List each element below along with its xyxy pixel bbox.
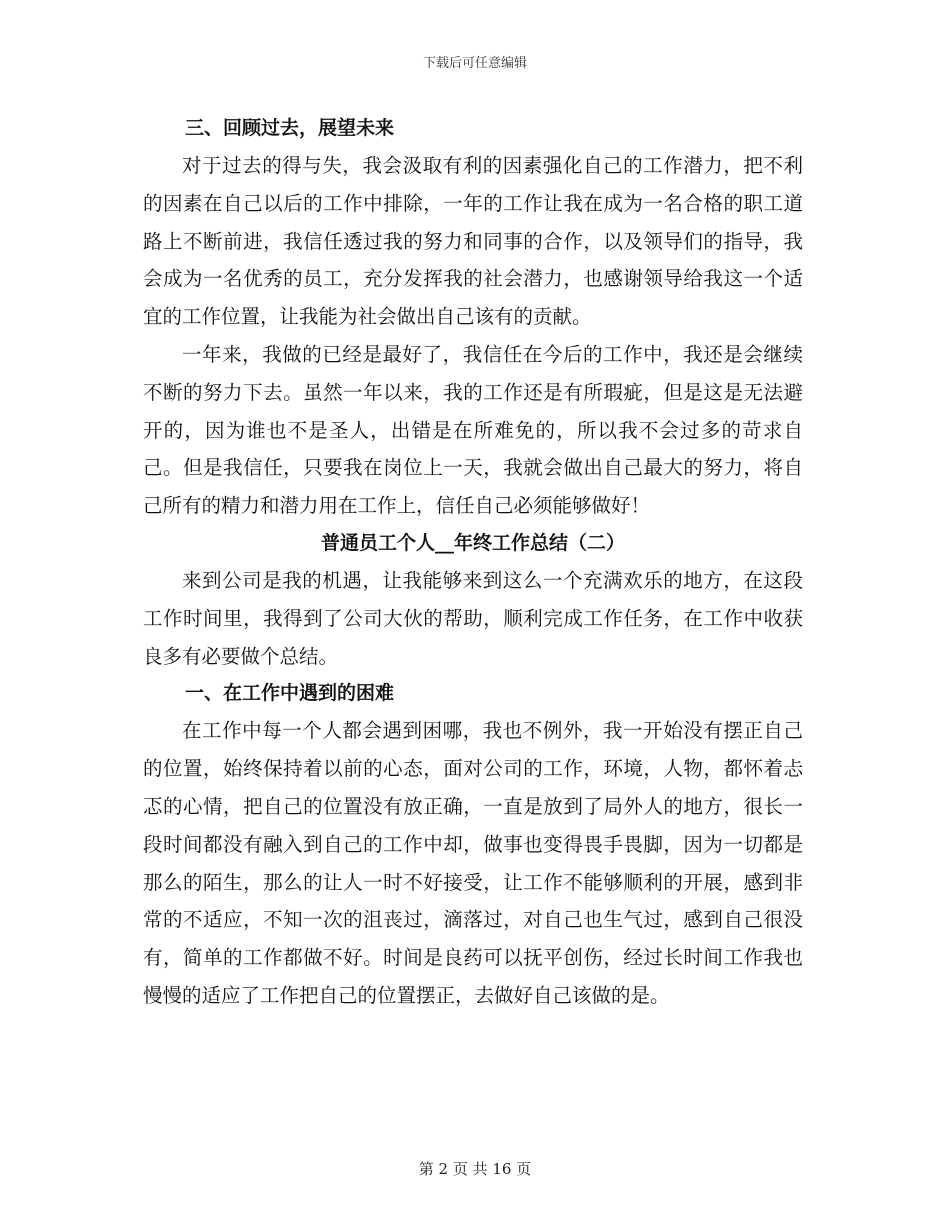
paragraph-1: 对于过去的得与失，我会汲取有利的因素强化自己的工作潜力，把不利的因素在自己以后的工作中排除，一年的工作让我在成为一名合格的职工道路上不断前进，我信任透过我的努力和同事的合作，以及领导们的指导，我会成为一名优秀的员工，充分发挥我的社会潜力，也感谢领导给我这一个适宜的工作位置，让我能为社会做出自己该有的贡献。 [143,154,803,329]
page-number: 第 2 页 共 16 页 [418,1160,532,1178]
paragraph-4: 在工作中每一个人都会遇到困哪，我也不例外，我一开始没有摆正自己的位置，始终保持着以前的心态，面对公司的工作，环境，人物，都怀着忐忑的心情，把自己的位置没有放正确，一直是放到了局外人的地方，很长一段时间都没有融入到自己的工作中却，做事也变得畏手畏脚，因为一切都是那么的陌生，那么的让人一时不好接受，让工作不能够顺利的开展，感到非常的不适应，不知一次的沮丧过，滴落过，对自己也生气过，感到自己很没有，简单的工作都做不好。时间是良药可以抚平创伤，经过长时间工作我也慢慢的适应了工作把自己的位置摆正，去做好自己该做的是。 [143,719,803,1007]
document-body [143,110,803,1015]
article-title: 普通员工个人__年终工作总结（二） [320,531,625,554]
section-heading-review: 三、回顾过去，展望未来 [185,117,395,139]
paragraph-3: 来到公司是我的机遇，让我能够来到这么一个充满欢乐的地方，在这段工作时间里，我得到了公司大伙的帮助，顺利完成工作任务，在工作中收获良多有必要做个总结。 [143,568,803,668]
section-heading-difficulties: 一、在工作中遇到的困难 [185,682,395,705]
paragraph-2: 一年来，我做的已经是最好了，我信任在今后的工作中，我还是会继续不断的努力下去。虽然一年以来，我的工作还是有所瑕疵，但是这是无法避开的，因为谁也不是圣人，出错是在所难免的，所以我不会过多的苛求自己。但是我信任，只要我在岗位上一天，我就会做出自己最大的努力，将自己所有的精力和潜力用在工作上，信任自己必须能够做好！ [143,342,803,518]
page-header: 下载后可任意编辑 [422,56,527,71]
